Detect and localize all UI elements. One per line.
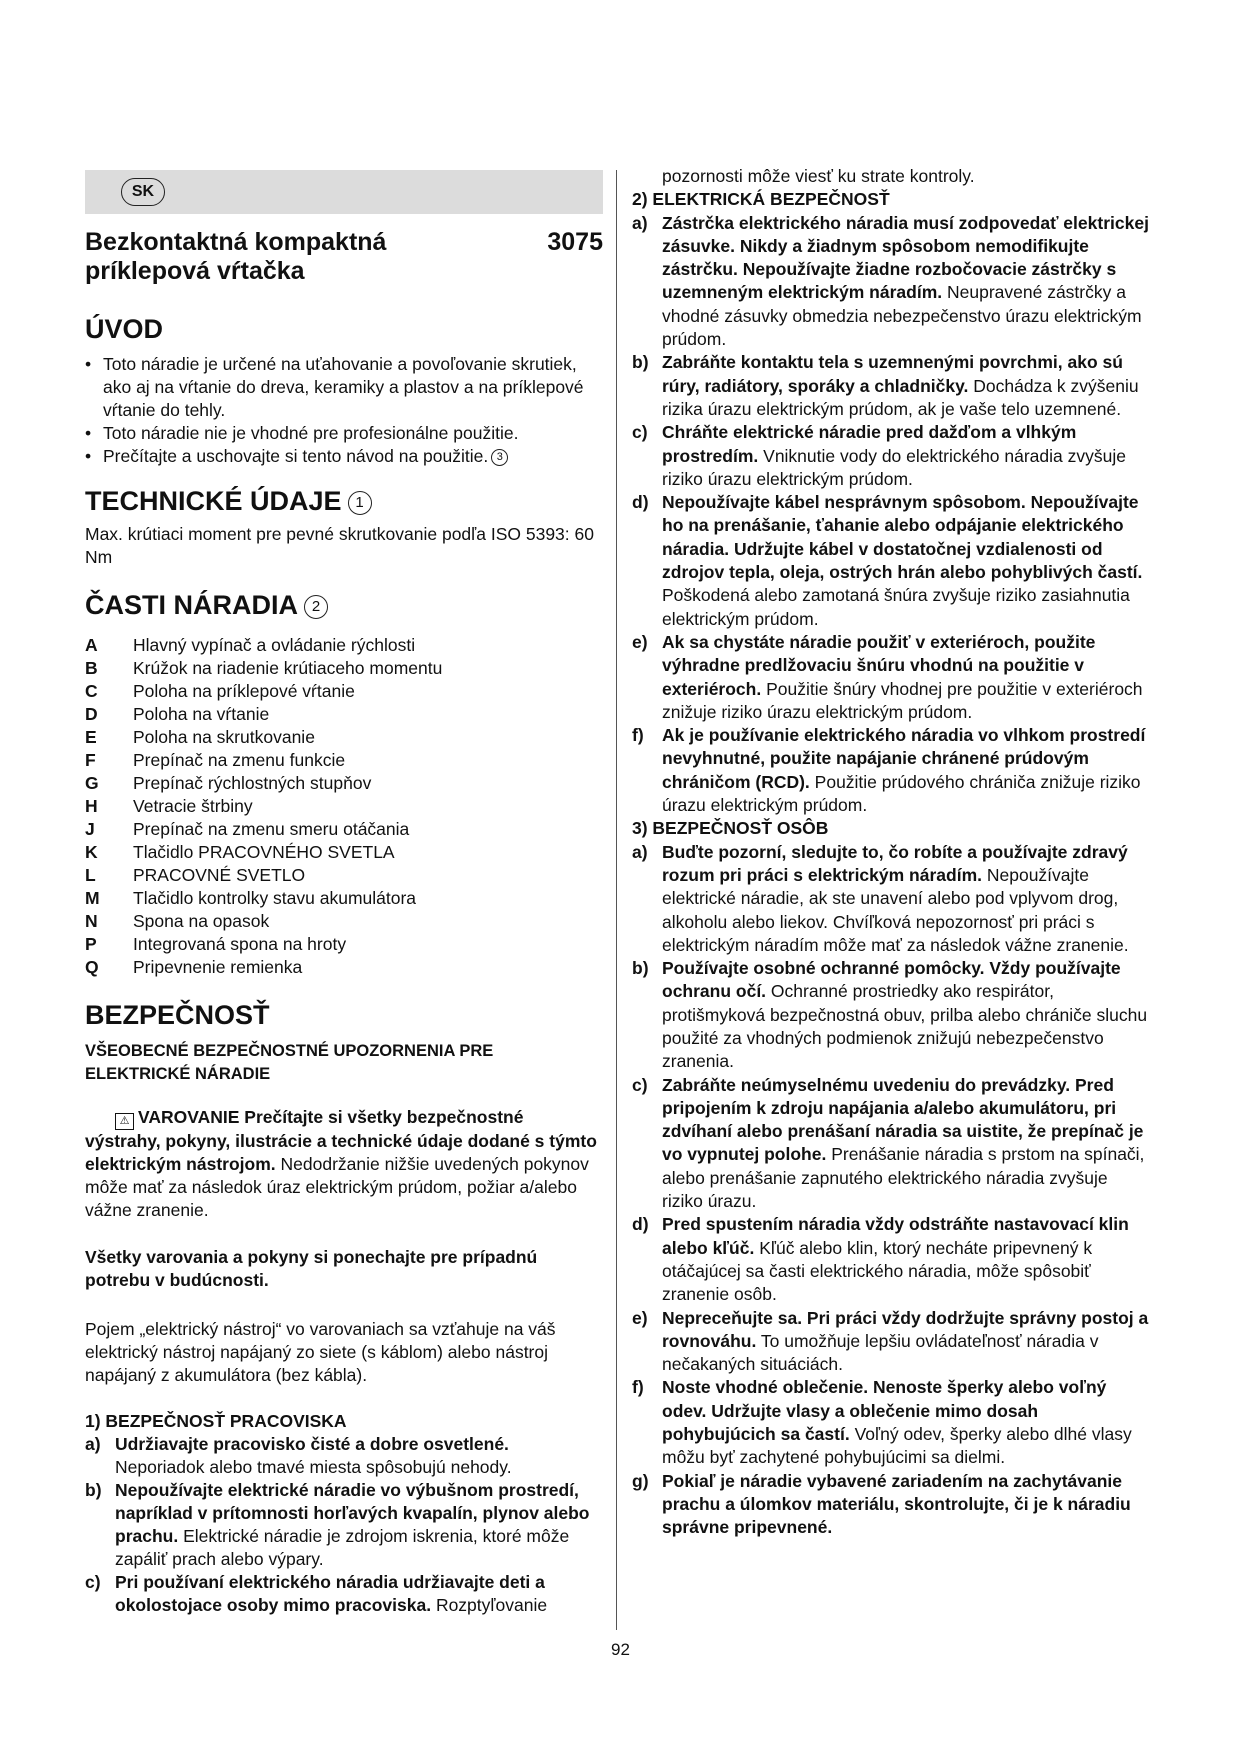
- list-item: g) Pokiaľ je náradie vybavené zariadením na zachytávanie prachu a úlomkov materiálu, skontrolujte, či je k náradiu správne pripevnené.: [632, 1470, 1131, 1538]
- list-item: c) Zabráňte neúmyselnému uvedeniu do prevádzky. Pred pripojením k zdroju napájania a/alebo akumulátoru, pri zdvíhaní alebo prenášaní náradia sa uistite, že prepínač je vo vypnutej polohe. Prenášanie náradia s prstom na spínači, alebo prenášanie zapnutého elektrického náradia zvyšuje riziko úrazu.: [632, 1074, 1145, 1212]
- part-label: Hlavný vypínač a ovládanie rýchlosti: [133, 635, 416, 655]
- part-key: B: [85, 658, 98, 678]
- item-bold: Nepreceňujte sa. Pri práci vždy dodržujte správny postoj a rovnováhu.: [662, 1307, 1149, 1351]
- tech-heading-text: TECHNICKÉ ÚDAJE: [85, 486, 342, 516]
- list-item-text: Prečítajte a uschovajte si tento návod na použitie.: [103, 446, 489, 466]
- language-bar: [85, 170, 603, 214]
- item-text: To umožňuje lepšiu ovládateľnosť náradia v nečakaných situáciách.: [662, 1330, 1099, 1375]
- part-label: Krúžok na riadenie krútiaceho momentu: [133, 658, 443, 678]
- item-bold: Nepoužívajte elektrické náradie vo výbušnom prostredí, napríklad v prítomnosti horľavých kvapalín, plynov alebo prachu.: [115, 1480, 590, 1546]
- part-key: A: [85, 635, 98, 655]
- warning-text: Nedodržanie nižšie uvedených pokynov môže mať za následok úraz elektrickým prúdom, požiar a/alebo vážne zranenie.: [85, 1154, 589, 1220]
- list-item: a) Buďte pozorní, sledujte to, čo robíte a používajte zdravý rozum pri práci s elektrickým náradím. Nepoužívajte elektrické náradie, ak ste unavení alebo pod vplyvom drog, alkoholu alebo liekov. Chvíľková nepozornosť pri práci s elektrickým náradím môže mať za následok vážne zranenie.: [632, 841, 1129, 955]
- language-badge: SK: [121, 178, 165, 206]
- parts-row: [85, 864, 603, 887]
- parts-row: [85, 657, 603, 680]
- list-item: • Toto náradie nie je vhodné pre profesionálne použitie.: [85, 422, 603, 445]
- parts-row: [85, 841, 603, 864]
- list-item: • Toto náradie je určené na uťahovanie a povoľovanie skrutiek, ako aj na vŕtanie do dreva, keramiky a plastov a na príklepové vŕtanie do tehly.: [85, 353, 603, 422]
- part-label: Integrovaná spona na hroty: [133, 934, 347, 954]
- item-text: Použitie prúdového chrániča znižuje riziko úrazu elektrickým prúdom.: [662, 771, 1141, 816]
- part-label: Pripevnenie remienka: [133, 957, 303, 977]
- part-key: E: [85, 727, 97, 747]
- title-line2: príklepová vŕtačka: [85, 257, 305, 285]
- parts-row: [85, 818, 603, 841]
- part-label: Vetracie štrbiny: [133, 796, 253, 816]
- figure-ref-badge: 3: [491, 449, 508, 466]
- list-item: a) Zástrčka elektrického náradia musí zodpovedať elektrickej zásuvke. Nikdy a žiadnym spôsobom nemodifikujte zástrčku. Nepoužívajte žiadne rozbočovacie zástrčky s uzemneným elektrickým náradím. Neupravené zástrčky a vhodné zásuvky obmedzia nebezpečenstvo úrazu elektrickým prúdom.: [632, 212, 1149, 350]
- part-label: Poloha na vŕtanie: [133, 704, 270, 724]
- item-text: Dochádza k zvýšeniu rizika úrazu elektrickým prúdom, ak je vaše telo uzemnené.: [662, 375, 1139, 419]
- part-key: F: [85, 750, 96, 770]
- parts-row: [85, 795, 603, 818]
- page-number: 92: [611, 1640, 630, 1659]
- parts-row: [85, 772, 603, 795]
- part-key: G: [85, 773, 99, 793]
- part-key: D: [85, 704, 98, 724]
- part-key: M: [85, 888, 100, 908]
- item-bold: Noste vhodné oblečenie. Nenoste šperky alebo voľný odev. Udržujte vlasy a oblečenie mimo dosah pohybujúcich sa častí.: [662, 1377, 1107, 1445]
- item-bold: Ak je používanie elektrického náradia vo vlhkom prostredí nevyhnutné, použite napájanie chránené prúdovým chráničom (RCD).: [662, 725, 1146, 792]
- part-label: Poloha na príklepové vŕtanie: [133, 681, 355, 701]
- column-divider: [616, 170, 617, 1630]
- list-item: f) Noste vhodné oblečenie. Nenoste šperky alebo voľný odev. Udržujte vlasy a oblečenie mimo dosah pohybujúcich sa častí. Voľný odev, šperky alebo dlhé vlasy môžu byť zachytené pohybujúcimi sa dielmi.: [632, 1377, 1132, 1468]
- section-heading: 1) BEZPEČNOSŤ PRACOVISKA: [85, 1411, 347, 1431]
- term-paragraph: Pojem „elektrický nástroj“ vo varovaniach sa vzťahuje na váš elektrický nástroj napájaný zo siete (s káblom) alebo nástroj napájaný z akumulátora (bez kábla).: [85, 1319, 556, 1385]
- item-text: Rozptyľovanie: [431, 1595, 548, 1615]
- tech-text: Max. krútiaci moment pre pevné skrutkovanie podľa ISO 5393: 60 Nm: [85, 524, 594, 567]
- item-bold: Zabráňte kontaktu tela s uzemnenými povrchmi, ako sú rúry, radiátory, sporáky a chladničky.: [662, 352, 1123, 396]
- figure-ref-badge: 1: [348, 491, 372, 515]
- parts-row: [85, 887, 603, 910]
- tech-heading: [85, 486, 372, 517]
- part-label: Spona na opasok: [133, 911, 270, 931]
- item-text: Neupravené zástrčky a vhodné zásuvky obmedzia nebezpečenstvo úrazu elektrickým prúdom.: [662, 282, 1142, 350]
- parts-row: [85, 680, 603, 703]
- uvod-list: [85, 353, 603, 468]
- part-label: Prepínač rýchlostných stupňov: [133, 773, 372, 793]
- item-bold: Pokiaľ je náradie vybavené zariadením na zachytávanie prachu a úlomkov materiálu, skontrolujte, či je k náradiu správne pripevnené.: [662, 1470, 1131, 1538]
- warning-paragraph: [85, 1106, 603, 1222]
- list-item: b) Používajte osobné ochranné pomôcky. Vždy používajte ochranu očí. Ochranné prostriedky ako respirátor, protišmyková bezpečnostná obuv, prilba alebo chrániče sluchu použité za vhodných podmienok znižujú nebezpečenstvo zranenia.: [632, 958, 1148, 1072]
- parts-row: [85, 910, 603, 933]
- part-key: L: [85, 865, 96, 885]
- item-bold: Pred spustením náradia vždy odstráňte nastavovací klin alebo kľúč.: [662, 1214, 1129, 1258]
- parts-row: [85, 933, 603, 956]
- item-bold: Nepoužívajte kábel nesprávnym spôsobom. Nepoužívajte ho na prenášanie, ťahanie alebo odpájanie elektrického náradia. Udržujte kábel v dostatočnej vzdialenosti od zdrojov tepla, oleja, ostrých hrán alebo pohyblivých častí.: [662, 492, 1143, 583]
- item-text: Nepoužívajte elektrické náradie, ak ste unavení alebo pod vplyvom drog, alkoholu alebo liekov. Chvíľková nepozornosť pri práci s elektrickým náradím môže mať za následok vážne zranenie.: [662, 864, 1129, 955]
- parts-heading: [85, 590, 328, 621]
- uvod-heading: ÚVOD: [85, 314, 164, 344]
- list-item: e) Nepreceňujte sa. Pri práci vždy dodržujte správny postoj a rovnováhu. To umožňuje lepšiu ovládateľnosť náradia v nečakaných situáciách.: [632, 1307, 1149, 1375]
- section-heading: 2) ELEKTRICKÁ BEZPEČNOSŤ: [632, 189, 890, 210]
- item-bold: Zabráňte neúmyselnému uvedeniu do prevádzky. Pred pripojením k zdroju napájania a/alebo akumulátoru, pri zdvíhaní alebo prenášaní náradia sa uistite, že prepínač je vo vypnutej polohe.: [662, 1074, 1144, 1165]
- workplace-section: [85, 1410, 603, 1617]
- parts-row: [85, 703, 603, 726]
- item-text: Voľný odev, šperky alebo dlhé vlasy môžu byť zachytené pohybujúcimi sa dielmi.: [662, 1424, 1132, 1468]
- item-bold: Zástrčka elektrického náradia musí zodpovedať elektrickej zásuvke. Nikdy a žiadnym spôsobom nemodifikujte zástrčku. Nepoužívajte žiadne rozbočovacie zástrčky s uzemneným elektrickým náradím.: [662, 212, 1149, 303]
- parts-row: [85, 726, 603, 749]
- item-text: Prenášanie náradia s prstom na spínači, alebo prenášanie zapnutého elektrického náradia zvyšuje riziko úrazu.: [662, 1144, 1145, 1212]
- item-text: Použitie šnúry vhodnej pre použitie v exteriéroch znižuje riziko úrazu elektrickým prúdom.: [662, 678, 1143, 722]
- part-key: P: [85, 934, 97, 954]
- item-text: Ochranné prostriedky ako respirátor, protišmyková bezpečnostná obuv, prilba alebo chrániče sluchu použité za vhodných podmienok znižujú nebezpečenstvo zranenia.: [662, 981, 1148, 1072]
- item-bold: Chráňte elektrické náradie pred dažďom a vlhkým prostredím.: [662, 422, 1077, 466]
- safety-heading: BEZPEČNOSŤ: [85, 1000, 270, 1030]
- part-label: Tlačidlo PRACOVNÉHO SVETLA: [133, 842, 395, 862]
- list-item: c) Chráňte elektrické náradie pred dažďom a vlhkým prostredím. Vniknutie vody do elektrického náradia zvyšuje riziko úrazu elektrickým prúdom.: [632, 422, 1126, 489]
- parts-list: [85, 634, 603, 979]
- keep-notice: Všetky varovania a pokyny si ponechajte pre prípadnú potrebu v budúcnosti.: [85, 1247, 538, 1290]
- item-text: Neporiadok alebo tmavé miesta spôsobujú nehody.: [115, 1457, 512, 1477]
- item-text: Elektrické náradie je zdrojom iskrenia, ktoré môže zapáliť prach alebo výpary.: [115, 1526, 570, 1569]
- item-bold: Ak sa chystáte náradie použiť v exteriéroch, použite výhradne predlžovaciu šnúru vhodnú na použitie v exteriéroch.: [662, 631, 1096, 699]
- item-bold: Pri používaní elektrického náradia udržiavajte deti a okolostojace osoby mimo pracoviska.: [115, 1572, 545, 1615]
- title-line1: Bezkontaktná kompaktná: [85, 228, 387, 256]
- part-key: Q: [85, 957, 99, 977]
- warning-icon: ⚠: [115, 1113, 134, 1130]
- list-item: a) Udržiavajte pracovisko čisté a dobre osvetlené. Neporiadok alebo tmavé miesta spôsobujú nehody.: [85, 1434, 512, 1477]
- model-number: 3075: [547, 228, 603, 256]
- list-item: f) Ak je používanie elektrického náradia vo vlhkom prostredí nevyhnutné, použite napájanie chránené prúdovým chráničom (RCD). Použitie prúdového chrániča znižuje riziko úrazu elektrickým prúdom.: [632, 725, 1146, 816]
- list-item: d) Pred spustením náradia vždy odstráňte nastavovací klin alebo kľúč. Kľúč alebo klin, ktorý necháte pripevnený k otáčajúcej sa časti elektrického náradia, môže spôsobiť zranenie osôb.: [632, 1214, 1129, 1305]
- warning-bold: VAROVANIE Prečítajte si všetky bezpečnostné výstrahy, pokyny, ilustrácie a technické údaje dodané s týmto elektrickým nástrojom.: [85, 1107, 597, 1174]
- item-text: Vniknutie vody do elektrického náradia zvyšuje riziko úrazu elektrickým prúdom.: [662, 445, 1126, 489]
- list-item: b) Nepoužívajte elektrické náradie vo výbušnom prostredí, napríklad v prítomnosti horľavých kvapalín, plynov alebo prachu. Elektrické náradie je zdrojom iskrenia, ktoré môže zapáliť prach alebo výpary.: [85, 1480, 590, 1569]
- list-item: b) Zabráňte kontaktu tela s uzemnenými povrchmi, ako sú rúry, radiátory, sporáky a chladničky. Dochádza k zvýšeniu rizika úrazu elektrickým prúdom, ak je vaše telo uzemnené.: [632, 352, 1139, 419]
- right-column: [632, 165, 1152, 1540]
- item-bold: Buďte pozorní, sledujte to, čo robíte a používajte zdravý rozum pri práci s elektrickým náradím.: [662, 841, 1128, 885]
- item-text: Kľúč alebo klin, ktorý necháte pripevnený k otáčajúcej sa časti elektrického náradia, môže spôsobiť zranenie osôb.: [662, 1237, 1093, 1305]
- part-label: PRACOVNÉ SVETLO: [133, 865, 306, 885]
- list-item: [85, 445, 603, 468]
- parts-row: [85, 634, 603, 657]
- list-item: c) Pri používaní elektrického náradia udržiavajte deti a okolostojace osoby mimo pracoviska. Rozptyľovanie: [85, 1572, 548, 1615]
- part-label: Prepínač na zmenu funkcie: [133, 750, 346, 770]
- parts-row: [85, 956, 603, 979]
- part-key: C: [85, 681, 98, 701]
- parts-row: [85, 749, 603, 772]
- part-key: K: [85, 842, 98, 862]
- list-item: d) Nepoužívajte kábel nesprávnym spôsobom. Nepoužívajte ho na prenášanie, ťahanie alebo odpájanie elektrického náradia. Udržujte kábel v dostatočnej vzdialenosti od zdrojov tepla, oleja, ostrých hrán alebo pohyblivých častí. Poškodená alebo zamotaná šnúra zvyšuje riziko zasiahnutia elektrickým prúdom.: [632, 492, 1143, 629]
- page-title: [85, 228, 603, 286]
- continued-text: pozornosti môže viesť ku strate kontroly.: [662, 166, 975, 186]
- part-key: N: [85, 911, 98, 931]
- part-label: Tlačidlo kontrolky stavu akumulátora: [133, 888, 417, 908]
- part-label: Poloha na skrutkovanie: [133, 727, 315, 747]
- parts-heading-text: ČASTI NÁRADIA: [85, 590, 298, 620]
- item-bold: Udržiavajte pracovisko čisté a dobre osvetlené.: [115, 1434, 509, 1454]
- part-label: Prepínač na zmenu smeru otáčania: [133, 819, 410, 839]
- part-key: J: [85, 819, 95, 839]
- safety-subheading: VŠEOBECNÉ BEZPEČNOSTNÉ UPOZORNENIA PRE ELEKTRICKÉ NÁRADIE: [85, 1042, 494, 1083]
- list-item: e) Ak sa chystáte náradie použiť v exteriéroch, použite výhradne predlžovaciu šnúru vhodnú na použitie v exteriéroch. Použitie šnúry vhodnej pre použitie v exteriéroch znižuje riziko úrazu elektrickým prúdom.: [632, 631, 1143, 722]
- figure-ref-badge: 2: [304, 595, 328, 619]
- part-key: H: [85, 796, 98, 816]
- section-heading: 3) BEZPEČNOSŤ OSÔB: [632, 818, 829, 839]
- item-text: Poškodená alebo zamotaná šnúra zvyšuje riziko zasiahnutia elektrickým prúdom.: [662, 585, 1130, 629]
- item-bold: Používajte osobné ochranné pomôcky. Vždy používajte ochranu očí.: [662, 958, 1121, 1002]
